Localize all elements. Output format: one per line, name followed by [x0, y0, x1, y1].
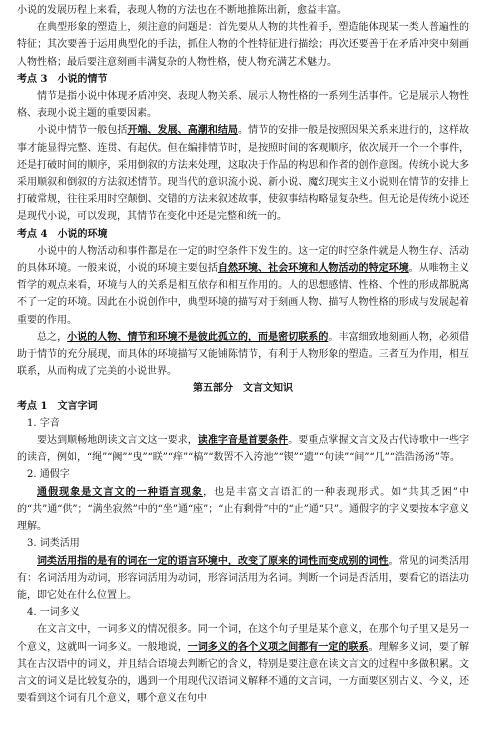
subsection-heading: 4. 一词多义	[27, 607, 80, 619]
paragraph: 情节是指小说中体现矛盾冲突、表现人物关系、展示人物性格的一系列生活事件。它是展示人物性格、表现小说主题的重要因素。	[17, 91, 469, 120]
section-heading: 考点 3 小说的情节	[17, 73, 108, 85]
text-run: 。要重点掌握文言文及古代诗歌中一些字的读音，例如，“绳”“阙”“曳”“眹”“痒”“槁”“数罟不入洿池”“锲”“遗”“句读”“间”“几”“浩浩汤汤”等。	[17, 435, 470, 464]
emphasis: 通假现象是文言文的一种语言现象	[37, 486, 204, 498]
paragraph	[17, 621, 469, 707]
emphasis: 小说的人物、情节和环境不是彼此孤立的，而是密切联系的	[67, 331, 329, 343]
emphasis: 词类活用指的是有的词在一定的语言环境中，改变了原来的词性而变成别的词性	[37, 555, 389, 567]
text-run: 。情节的安排一般是按照因果关系来进行的，这样故事才能显得完整、连贯、有起伏。但在编排情节时，是按照时间的客观顺序，依次展开一个一个事件，还是打破时间的顺序，采用倒叙的方法来处理，这取决于作品的构思和作者的创作意图。传统小说大多采用顺叙和倒叙的方法叙述情节。现当代的意识流小说、新小说、魔幻现实主义小说则在情节的安排上打破常规，往往采用时空颠倒、交错的方法来叙述故事，使叙事结构略显复杂些。但无论是传统小说还是现代小说，可以发现，其情节在变化中还是完整和统一的。	[17, 125, 470, 223]
text-run: 总之，	[37, 331, 68, 343]
paragraph	[17, 553, 469, 605]
subsection-heading: 1. 字音	[27, 417, 60, 429]
section-heading: 考点 1 文言字词	[17, 400, 98, 412]
section-heading: 考点 4 小说的环境	[17, 228, 108, 240]
text-run: ，也是丰富文言语汇的一种表现形式。如“共其乏困”中的“共”通“供”；“满坐寂然”中的“坐”通“座”；“止有剩骨”中的“止”通“只”。通假字的字义要按本字意义理解。	[17, 486, 470, 533]
text-run: 小说中的人物活动和事件都是在一定的时空条件下发生的。这一定的时空条件就是人物生存、活动的具体环境。一般来说，小说的环境主要包括	[17, 245, 469, 275]
paragraph: 在典型形象的塑造上，须注意的问题是：首先要从人物的共性着手，塑造能体现某一类人普遍性的特征；其次要善于运用典型化的手法，抓住人物的个性特征进行描绘；再次还要善于在矛盾冲突中刻画人物性格；最后要注意刻画丰满复杂的人物性格，使人物充满艺术魅力。	[17, 22, 469, 68]
paragraph: 小说的发展历程上来看，表现人物的方法也在不断地推陈出新，愈益丰富。	[17, 5, 347, 16]
paragraph	[17, 432, 469, 466]
text-run: 。从唯物主义哲学的观点来看，环境与人的关系是相互依存和相互作用的。人的思想感情、性格、个性的形成都脱离不了一定的环境。因此在小说创作中，典型环境的描写对于刻画人物、描写人物性格的形成与发展起着重要的作用。	[17, 263, 470, 326]
emphasis: 自然环境、社会环境和人物活动的特定环境	[217, 263, 409, 275]
text-run: 在文言文中，一词多义的情况很多。同一个词，在这个句子里是某个意义，在那个句子里又是另一个意义，这就叫一词多义。一般地说，	[17, 624, 469, 653]
text-run: 小说中情节一般包括	[37, 125, 128, 137]
text-run: 。常见的词类活用有：名词活用为动词，形容词活用为动词，形容词活用为名词。判断一个词是否活用，要看它的语法功能，即它处在什么位置上。	[17, 555, 470, 601]
text-run: 。丰富细致地刻画人物，必须借助于情节的充分展现，而具体的环境描写又能铺陈情节，有利于人物形象的塑造。三者互为作用，相互联系，从而构成了完美的小说世界。	[17, 331, 470, 378]
emphasis: 读准字音是首要条件	[197, 435, 289, 447]
emphasis: 开端、发展、高潮和结局	[127, 125, 238, 137]
text-run: 。理解多义词，要了解其在古汉语中的词义，并且结合语境去判断它的含义，特别是要注意在读文言文的过程中多做积累。文言文的词义是比较复杂的，遇到一个用现代汉语词义解释不通的文言词，一方面要区别古义、今义，还要看到这个词有几个意义，哪个意义在句中	[17, 641, 470, 705]
paragraph	[17, 243, 469, 329]
subsection-heading: 2. 通假字	[27, 469, 70, 481]
part-title: 第五部分 文言文知识	[193, 383, 293, 395]
paragraph	[17, 484, 469, 536]
emphasis: 一词多义的各个义项之间都有一定的联系	[187, 641, 369, 653]
paragraph	[17, 329, 469, 381]
text-run: 要达到顺畅地朗读文言文这一要求，	[37, 435, 198, 447]
subsection-heading: 3. 词类活用	[27, 538, 80, 550]
paragraph	[17, 122, 469, 225]
